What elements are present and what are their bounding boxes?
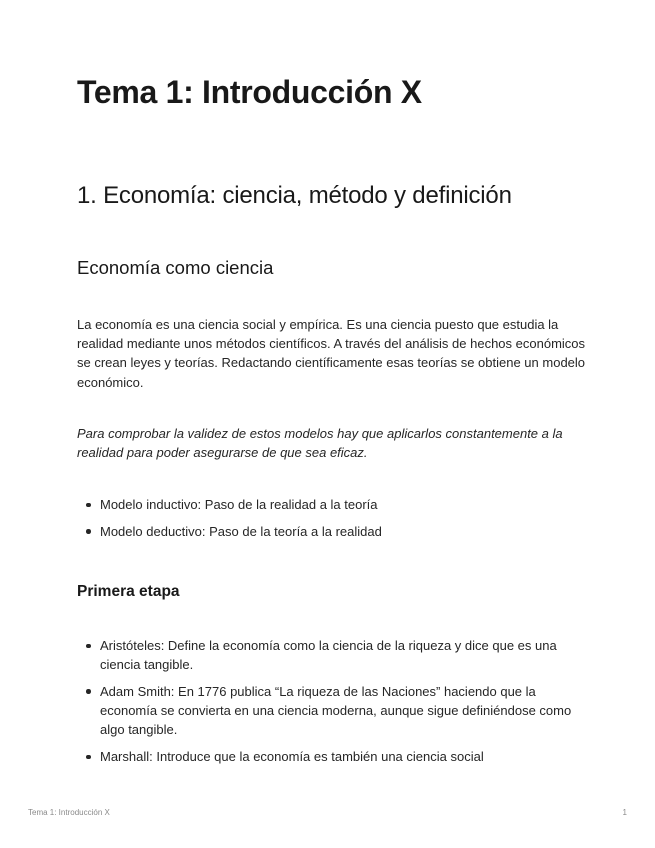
page-title: Tema 1: Introducción X — [77, 74, 422, 110]
stage-heading: Primera etapa — [77, 583, 180, 600]
bullet-icon — [86, 529, 91, 534]
bullet-icon — [86, 755, 91, 760]
list-item-text: Adam Smith: En 1776 publica “La riqueza de las Naciones” haciendo que la economía se convierta en una ciencia moderna, aunque sigue definiéndose como algo tangible. — [100, 683, 572, 738]
list-item — [77, 495, 577, 514]
bullet-icon — [86, 503, 91, 508]
section-heading: 1. Economía: ciencia, método y definición — [77, 182, 512, 209]
list-item — [77, 747, 577, 766]
footer-title: Tema 1: Introducción X — [28, 808, 110, 817]
list-item — [77, 682, 577, 740]
list-item-text: Modelo deductivo: Paso de la teoría a la realidad — [100, 523, 382, 539]
list-item-text: Modelo inductivo: Paso de la realidad a la teoría — [100, 497, 378, 512]
subsection-heading: Economía como ciencia — [77, 257, 274, 278]
models-list — [77, 495, 577, 548]
list-item-text: Aristóteles: Define la economía como la ciencia de la riqueza y dice que es una ciencia tangible. — [100, 638, 557, 673]
list-item — [77, 522, 577, 541]
list-item — [77, 636, 577, 674]
bullet-icon — [86, 644, 91, 649]
paragraph-validez-modelos: Para comprobar la validez de estos modelos hay que aplicarlos constantemente a la realidad para poder asegurarse de que sea eficaz. — [77, 426, 563, 461]
paragraph-economia-ciencia: La economía es una ciencia social y empírica. Es una ciencia puesto que estudia la realidad mediante unos métodos científicos. A través del análisis de hechos económicos se crean leyes y teorías. Redactando científicamente esas teorías se obtiene un modelo económico. — [77, 317, 586, 390]
page-number: 1 — [622, 808, 627, 817]
bullet-icon — [86, 689, 91, 694]
list-item-text: Marshall: Introduce que la economía es también una ciencia social — [100, 749, 484, 765]
stage-list — [77, 636, 577, 774]
